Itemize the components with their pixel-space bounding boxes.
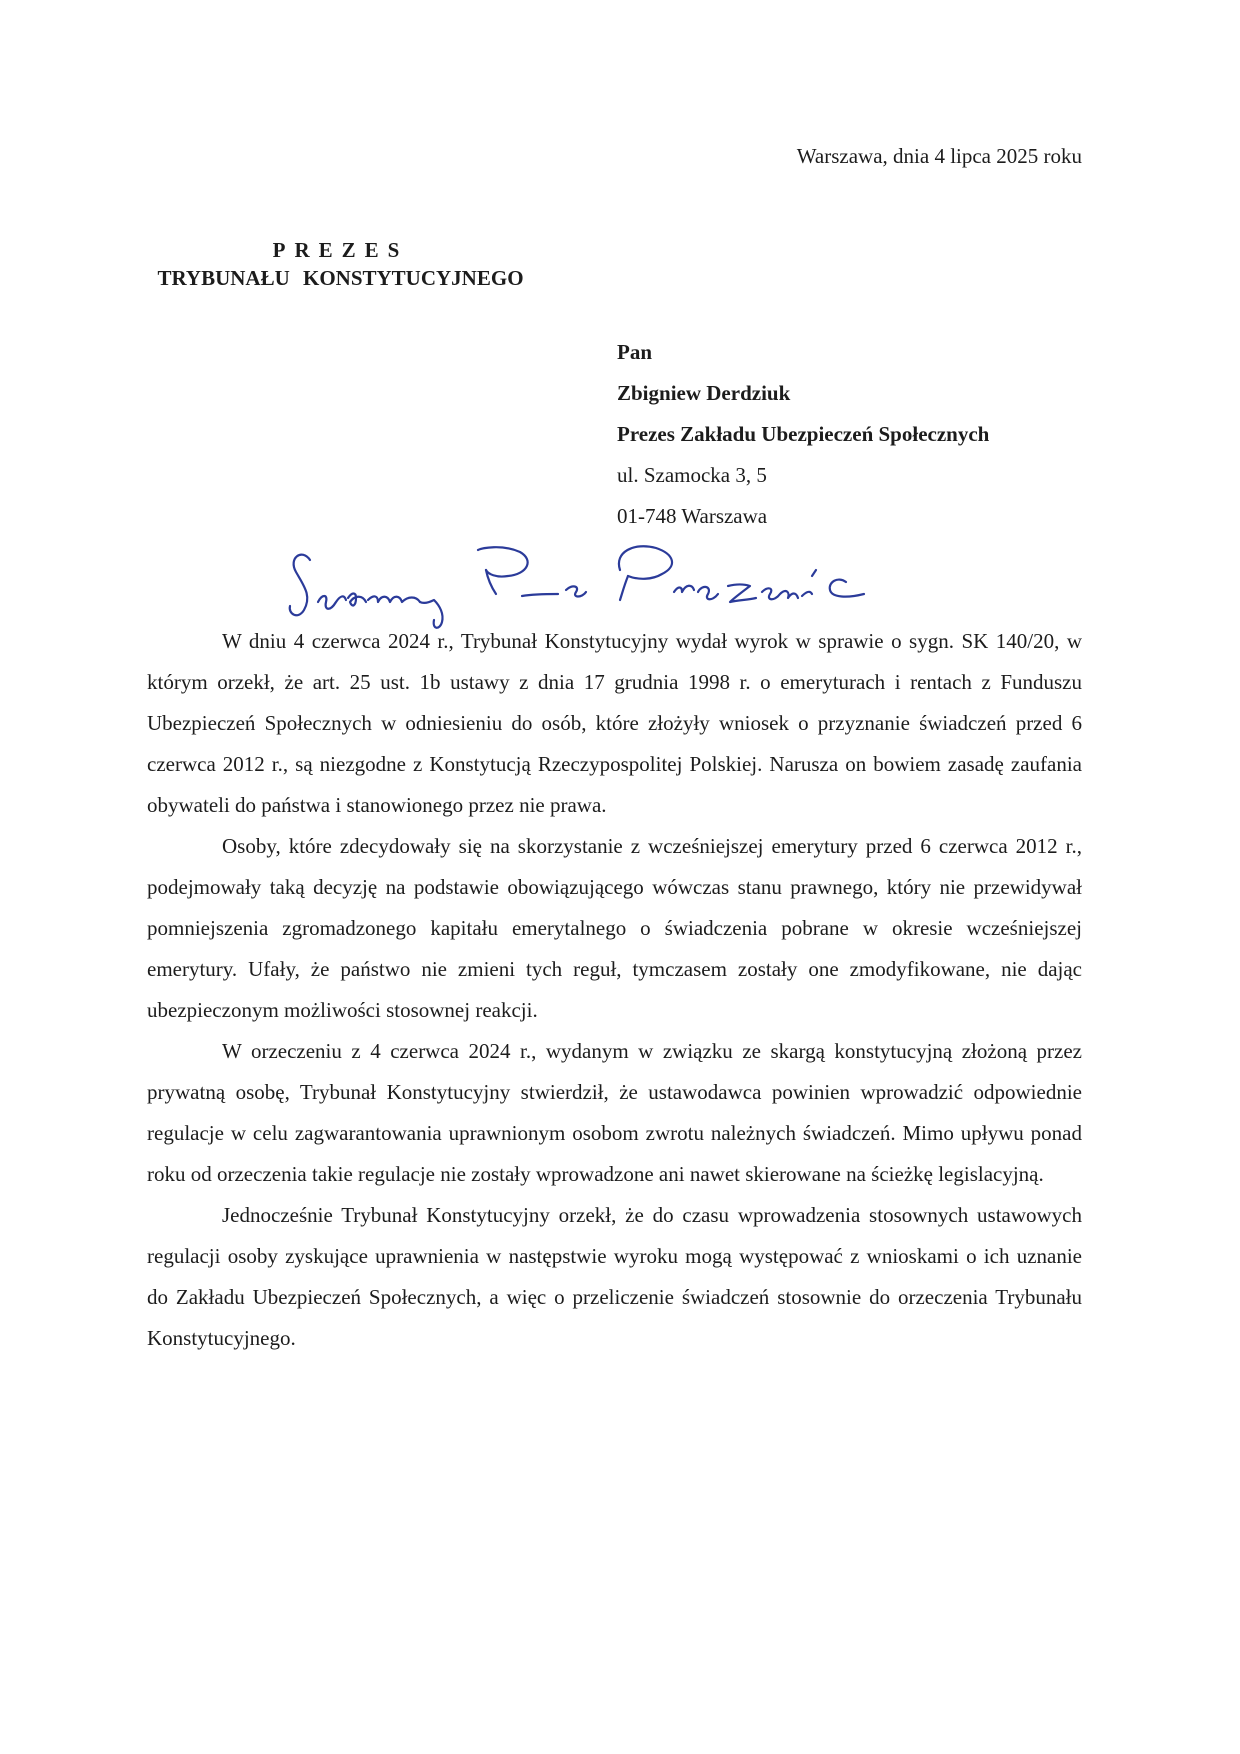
issuer-line-2: TRYBUNAŁU KONSTYTUCYJNEGO: [157, 266, 524, 290]
recipient-address-block: [617, 332, 989, 537]
issuer-header: [118, 236, 563, 292]
recipient-salutation-title: Pan: [617, 340, 653, 364]
issuer-line-1: PREZES: [272, 238, 409, 262]
body-paragraph-4: Jednocześnie Trybunał Konstytucyjny orzekł, że do czasu wprowadzenia stosownych ustawowych regulacji osoby zyskujące uprawnienia w następstwie wyroku mogą występować z wnioskami o ich uznanie do Zakładu Ubezpieczeń Społecznych, a więc o przeliczenie świadczeń stosownie do orzeczenia Trybunału Konstytucyjnego.: [147, 1203, 1082, 1350]
recipient-name: Zbigniew Derdziuk: [617, 381, 791, 405]
body-paragraph-1: W dniu 4 czerwca 2024 r., Trybunał Konstytucyjny wydał wyrok w sprawie o sygn. SK 140/20, w którym orzekł, że art. 25 ust. 1b ustawy z dnia 17 grudnia 1998 r. o emeryturach i rentach z Funduszu Ubezpieczeń Społecznych w odniesieniu do osób, które złożyły wniosek o przyznanie świadczeń przed 6 czerwca 2012 r., są niezgodne z Konstytucją Rzeczypospolitej Polskiej. Narusza on bowiem zasadę zaufania obywateli do państwa i stanowionego przez nie prawa.: [147, 629, 1082, 817]
recipient-city: 01-748 Warszawa: [617, 504, 768, 528]
letter-body: [147, 621, 1082, 1359]
date-line: Warszawa, dnia 4 lipca 2025 roku: [796, 144, 1082, 168]
recipient-street: ul. Szamocka 3, 5: [617, 463, 767, 487]
body-paragraph-2: Osoby, które zdecydowały się na skorzystanie z wcześniejszej emerytury przed 6 czerwca 2012 r., podejmowały taką decyzję na podstawie obowiązującego wówczas stanu prawnego, który nie przewidywał pomniejszenia zgromadzonego kapitału emerytalnego o świadczenia pobrane w okresie wcześniejszej emerytury. Ufały, że państwo nie zmieni tych reguł, tymczasem zostały one zmodyfikowane, nie dając ubezpieczonym możliwości stosownej reakcji.: [147, 834, 1082, 1022]
recipient-position: Prezes Zakładu Ubezpieczeń Społecznych: [617, 422, 990, 446]
body-paragraph-3: W orzeczeniu z 4 czerwca 2024 r., wydanym w związku ze skargą konstytucyjną złożoną przez prywatną osobę, Trybunał Konstytucyjny stwierdził, że ustawodawca powinien wprowadzić odpowiednie regulacje w celu zagwarantowania uprawnionym osobom zwrotu należnych świadczeń. Mimo upływu ponad roku od orzeczenia takie regulacje nie zostały wprowadzone ani nawet skierowane na ścieżkę legislacyjną.: [147, 1039, 1082, 1186]
